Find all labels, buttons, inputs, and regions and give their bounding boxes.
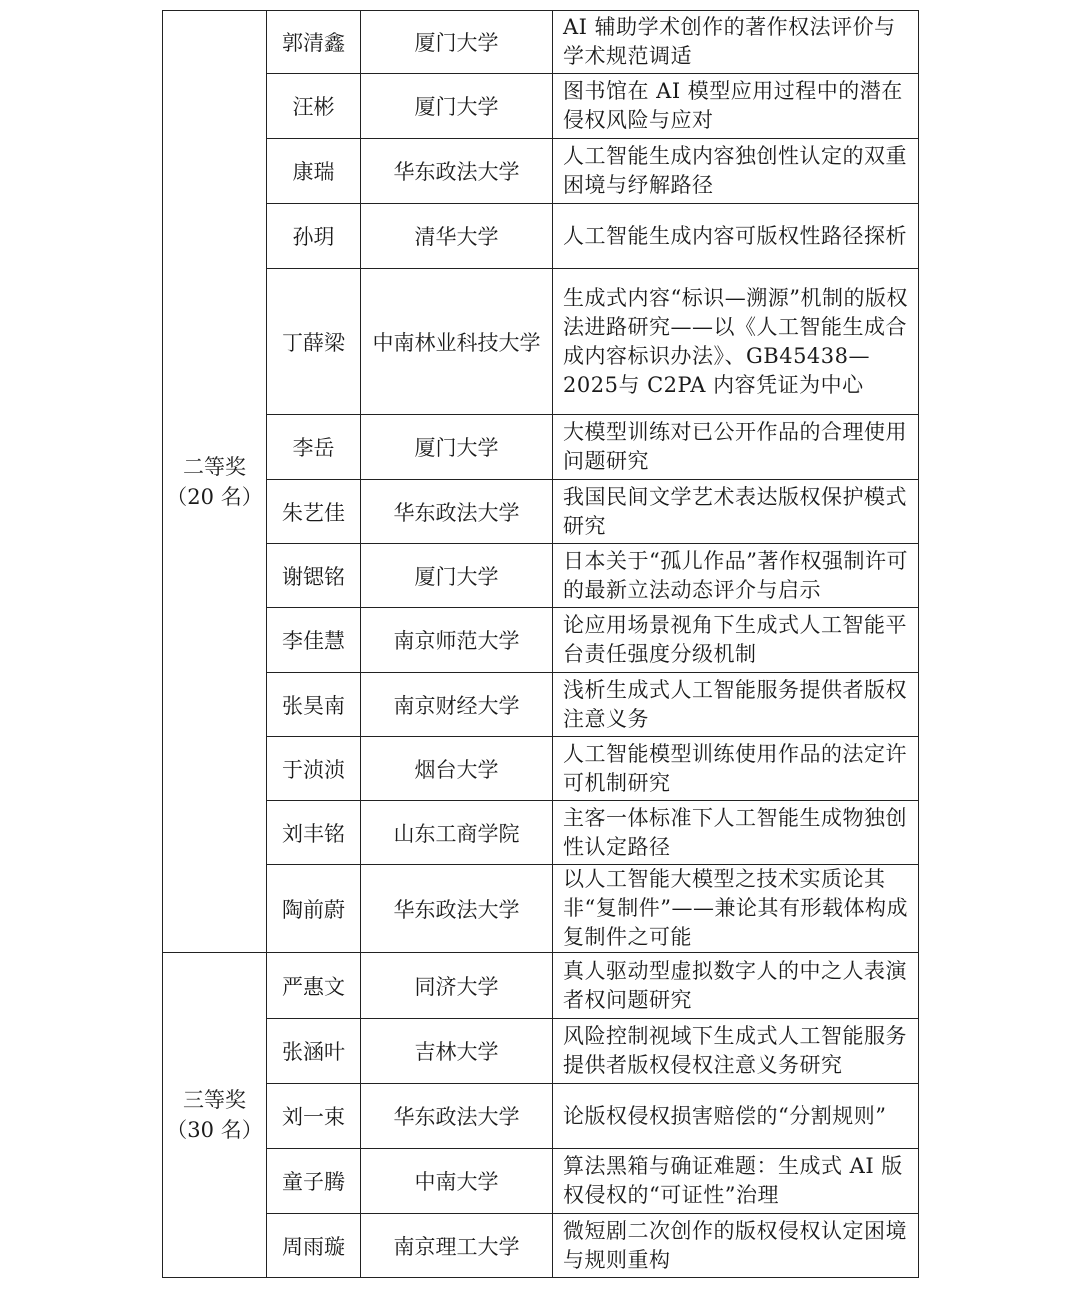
school-cell: 南京师范大学 <box>361 608 553 673</box>
winner-name-cell: 张涵叶 <box>267 1019 361 1084</box>
paper-title-cell: AI 辅助学术创作的著作权法评价与学术规范调适 <box>553 11 919 74</box>
paper-title-cell: 主客一体标准下人工智能生成物独创性认定路径 <box>553 801 919 865</box>
table-row <box>163 11 919 74</box>
school-cell: 厦门大学 <box>361 11 553 74</box>
paper-title-cell: 人工智能生成内容可版权性路径探析 <box>553 204 919 269</box>
award-category-label: 二等奖 <box>183 454 246 479</box>
winner-name-cell: 童子腾 <box>267 1149 361 1214</box>
paper-title-cell: 生成式内容“标识—溯源”机制的版权法进路研究——以《人工智能生成合成内容标识办法》、GB45438—2025与 C2PA 内容凭证为中心 <box>553 269 919 415</box>
winner-name-cell: 陶前蔚 <box>267 865 361 953</box>
award-category-cell <box>163 953 267 1278</box>
table-row <box>163 74 919 139</box>
paper-title-cell: 算法黑箱与确证难题：生成式 AI 版权侵权的“可证性”治理 <box>553 1149 919 1214</box>
school-cell: 华东政法大学 <box>361 865 553 953</box>
school-cell: 厦门大学 <box>361 544 553 608</box>
award-table <box>162 10 919 1278</box>
paper-title-cell: 人工智能模型训练使用作品的法定许可机制研究 <box>553 737 919 801</box>
paper-title-cell: 人工智能生成内容独创性认定的双重困境与纾解路径 <box>553 139 919 204</box>
paper-title-cell: 大模型训练对已公开作品的合理使用问题研究 <box>553 415 919 480</box>
award-category-count: （20 名） <box>166 484 263 509</box>
paper-title-cell: 日本关于“孤儿作品”著作权强制许可的最新立法动态评介与启示 <box>553 544 919 608</box>
table-row <box>163 1214 919 1278</box>
table-row <box>163 544 919 608</box>
award-category-cell <box>163 11 267 953</box>
winner-name-cell: 张昊南 <box>267 673 361 737</box>
winner-name-cell: 康瑞 <box>267 139 361 204</box>
winner-name-cell: 严惠文 <box>267 953 361 1019</box>
table-row <box>163 801 919 865</box>
school-cell: 南京财经大学 <box>361 673 553 737</box>
winner-name-cell: 李佳慧 <box>267 608 361 673</box>
table-row <box>163 737 919 801</box>
school-cell: 烟台大学 <box>361 737 553 801</box>
paper-title-cell: 图书馆在 AI 模型应用过程中的潜在侵权风险与应对 <box>553 74 919 139</box>
winner-name-cell: 于浈浈 <box>267 737 361 801</box>
table-row <box>163 415 919 480</box>
paper-title-cell: 真人驱动型虚拟数字人的中之人表演者权问题研究 <box>553 953 919 1019</box>
winner-name-cell: 朱艺佳 <box>267 480 361 544</box>
paper-title-cell: 风险控制视域下生成式人工智能服务提供者版权侵权注意义务研究 <box>553 1019 919 1084</box>
winner-name-cell: 刘丰铭 <box>267 801 361 865</box>
winner-name-cell: 孙玥 <box>267 204 361 269</box>
paper-title-cell: 论版权侵权损害赔偿的“分割规则” <box>553 1084 919 1149</box>
school-cell: 中南林业科技大学 <box>361 269 553 415</box>
paper-title-cell: 我国民间文学艺术表达版权保护模式研究 <box>553 480 919 544</box>
school-cell: 华东政法大学 <box>361 139 553 204</box>
paper-title-cell: 微短剧二次创作的版权侵权认定困境与规则重构 <box>553 1214 919 1278</box>
school-cell: 同济大学 <box>361 953 553 1019</box>
award-category-label: 三等奖 <box>183 1088 246 1112</box>
winner-name-cell: 李岳 <box>267 415 361 480</box>
school-cell: 清华大学 <box>361 204 553 269</box>
school-cell: 山东工商学院 <box>361 801 553 865</box>
school-cell: 厦门大学 <box>361 74 553 139</box>
school-cell: 华东政法大学 <box>361 480 553 544</box>
table-row <box>163 1019 919 1084</box>
winner-name-cell: 丁薛梁 <box>267 269 361 415</box>
paper-title-cell: 浅析生成式人工智能服务提供者版权注意义务 <box>553 673 919 737</box>
table-row <box>163 1149 919 1214</box>
table-row <box>163 269 919 415</box>
winner-name-cell: 郭清鑫 <box>267 11 361 74</box>
award-table-body <box>163 11 919 1278</box>
paper-title-cell: 以人工智能大模型之技术实质论其非“复制件”——兼论其有形载体构成复制件之可能 <box>553 865 919 953</box>
winner-name-cell: 谢锶铭 <box>267 544 361 608</box>
table-row <box>163 1084 919 1149</box>
table-row <box>163 139 919 204</box>
winner-name-cell: 周雨璇 <box>267 1214 361 1278</box>
school-cell: 中南大学 <box>361 1149 553 1214</box>
school-cell: 华东政法大学 <box>361 1084 553 1149</box>
table-row <box>163 480 919 544</box>
award-category-count: （30 名） <box>166 1118 263 1142</box>
table-row <box>163 865 919 953</box>
winner-name-cell: 汪彬 <box>267 74 361 139</box>
school-cell: 吉林大学 <box>361 1019 553 1084</box>
table-row <box>163 673 919 737</box>
table-row <box>163 953 919 1019</box>
table-row <box>163 608 919 673</box>
school-cell: 厦门大学 <box>361 415 553 480</box>
school-cell: 南京理工大学 <box>361 1214 553 1278</box>
table-row <box>163 204 919 269</box>
winner-name-cell: 刘一束 <box>267 1084 361 1149</box>
paper-title-cell: 论应用场景视角下生成式人工智能平台责任强度分级机制 <box>553 608 919 673</box>
